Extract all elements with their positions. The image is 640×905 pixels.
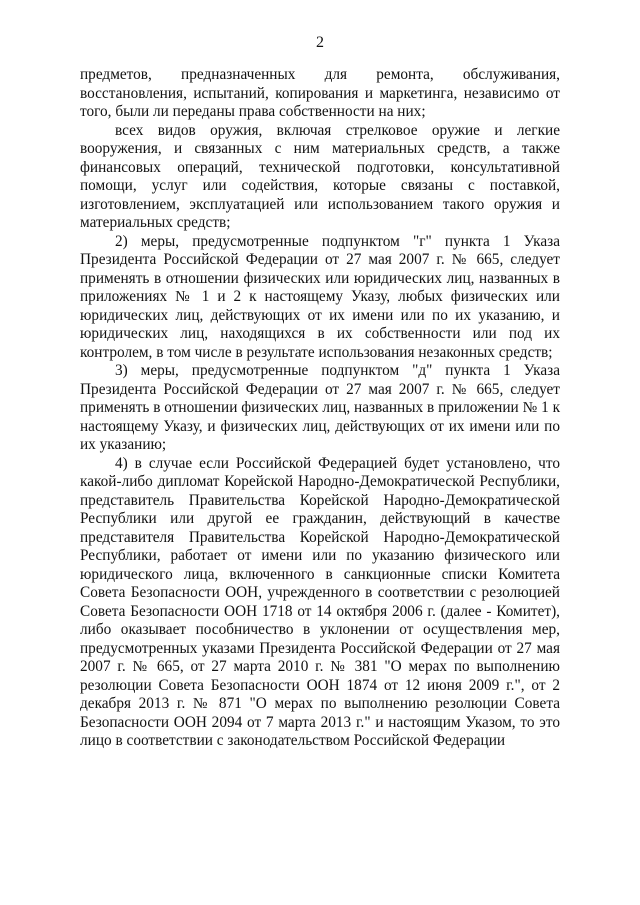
paragraph-item-2: 2) меры, предусмотренные подпунктом "г" пункта 1 Указа Президента Российской Федерации от 27 мая 2007 г. № 665, следует применять в отношении физических или юридических лиц, названных в приложениях № 1 и 2 к настоящему Указу, любых физических или юридических лиц, действующих от их имени или по их указанию, и юридических лиц, находящихся в их собственности или под их контролем, в том числе в результате использования незаконных средств;	[80, 232, 560, 361]
paragraph-item-3: 3) меры, предусмотренные подпунктом "д" пункта 1 Указа Президента Российской Федерации от 27 мая 2007 г. № 665, следует применять в отношении физических лиц, названных в приложении № 1 к настоящему Указу, и физических лиц, действующих от их имени или по их указанию;	[80, 362, 560, 453]
body-text	[80, 66, 560, 751]
page-number: 2	[316, 34, 324, 51]
paragraph-item-4: 4) в случае если Российской Федерацией будет установлено, что какой-либо дипломат Корейской Народно-Демократической Республики, представитель Правительства Корейской Народно-Демократической Республики или другой ее гражданин, действующий в качестве представителя Правительства Корейской Народно-Демократической Республики, работает от имени или по указанию физического или юридического лица, включенного в санкционные списки Комитета Совета Безопасности ООН, учрежденного в соответствии с резолюцией Совета Безопасности ООН 1718 от 14 октября 2006 г. (далее - Комитет), либо оказывает пособничество в уклонении от осуществления мер, предусмотренных указами Президента Российской Федерации от 27 мая 2007 г. № 665, от 27 марта 2010 г. № 381 "О мерах по выполнению резолюции Совета Безопасности ООН 1874 от 12 июня 2009 г.", от 2 декабря 2013 г. № 871 "О мерах по выполнению резолюции Совета Безопасности ООН 2094 от 7 марта 2013 г." и настоящим Указом, то это лицо в соответствии с законодательством Российской Федерации	[80, 454, 560, 749]
paragraph-continuation: предметов, предназначенных для ремонта, обслуживания, восстановления, испытаний, копирования и маркетинга, независимо от того, были ли переданы права собственности на них;	[80, 66, 560, 120]
paragraph-weapons: всех видов оружия, включая стрелковое оружие и легкие вооружения, и связанных с ним материальных средств, а также финансовых операций, технической подготовки, консультативной помощи, услуг или содействия, которые связаны с поставкой, изготовлением, эксплуатацией или использованием такого оружия и материальных средств;	[80, 121, 560, 231]
